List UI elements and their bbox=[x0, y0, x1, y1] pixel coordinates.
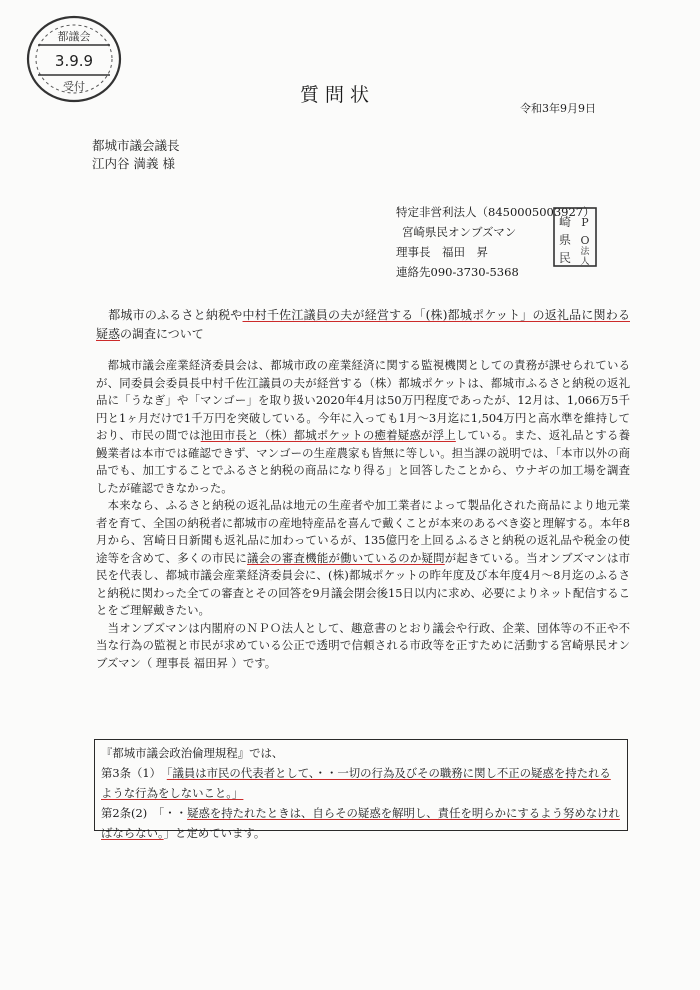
seal-char: 民 bbox=[558, 251, 572, 265]
article-2: 第2条(2) 「・・疑惑を持たれたときは、自らその疑惑を解明し、責任を明らかにするよう努めなければならない。」と定めています。 bbox=[101, 806, 620, 840]
stamp-bottom-text: 受付 bbox=[63, 80, 85, 93]
seal-char: 県 bbox=[558, 233, 572, 247]
letter-body bbox=[96, 306, 630, 672]
seal-char: 法 bbox=[580, 247, 590, 257]
sender-org-name: 宮崎県民オンブズマン bbox=[402, 225, 517, 239]
article-3: 第3条（1） 「議員は市民の代表者として、・・一切の行為及びその職務に関し不正の疑惑を持たれるような行為をしないこと。」 bbox=[101, 766, 611, 800]
seal-char: 人 bbox=[580, 257, 590, 267]
highlight-review-function: 議会の審査機能が働いているのか疑問 bbox=[247, 550, 445, 565]
ethics-rules-box bbox=[94, 739, 628, 840]
recipient-org: 都城市議会議長 bbox=[92, 138, 180, 153]
paragraph-1: 都城市議会産業経済委員会は、都城市政の産業経済に関する監視機関としての責務が課せられているが、同委員会委員長中村千佐江議員の夫が経営する（株）都城ポケットは、都城市ふるさと納税の返礼品に「うなぎ」や「マンゴー」を取り扱い2020年4月は50万円程度であったが、12月は、1,066万5千円と1ヶ月だけで1千万円を突破している。今年に入っても1月～3月迄に1,504万円と高水準を維持しており、市民の間では池田市長と（株）都城ポケットの癒着疑惑が浮上している。また、返礼品とする養鰻業者は本市では確認できず、マンゴーの生産農家も皆無に等しい。担当課の説明では、「本市以外の商品でも、加工することでふるさと納税の商品になり得る」と回答したことから、ウナギの加工場を調査したが確認できなかった。 bbox=[96, 358, 630, 495]
recipient-block bbox=[92, 137, 180, 173]
paragraph-2: 本来なら、ふるさと納税の返礼品は地元の生産者や加工業者によって製品化された商品により地元業者を育て、全国の納税者に都城市の産地特産品を喜んで戴くことが本来のあるべき姿と理解する。本年8月から、宮崎日日新聞も返礼品に加わっているが、135億円を上回るふるさと納税の返礼品や税金の使途等を含めて、多くの市民に議会の審査機能が働いているのか疑問が起きている。当オンブズマンは市民を代表し、都城市議会産業経済委員会に、(株)都城ポケットの昨年度及び本年度4月～8月迄のふるさと納税に関わった全ての審査とその回答を9月議会閉会後15日以内に求め、必要によりネット配信することをご理解戴きたい。 bbox=[96, 498, 630, 617]
document-title: 質問状 bbox=[300, 84, 376, 106]
document-date: 令和3年9月9日 bbox=[520, 102, 596, 115]
seal-char: O bbox=[580, 234, 590, 247]
recipient-name: 江内谷 満義 様 bbox=[92, 156, 175, 171]
sender-org-type: 特定非営利法人（8450005003927） bbox=[396, 205, 595, 219]
subject-line: 都城市のふるさと納税や中村千佐江議員の夫が経営する「(株)都城ポケット」の返礼品に関わる疑惑の調査について bbox=[96, 308, 630, 341]
received-stamp bbox=[24, 14, 124, 104]
box-intro: 『都城市議会政治倫理規程』では、 bbox=[101, 746, 284, 760]
organization-seal bbox=[552, 206, 598, 268]
stamp-date: 3.9.9 bbox=[54, 52, 94, 70]
sender-chair: 理事長 福田 昇 bbox=[396, 245, 488, 259]
seal-char: P bbox=[581, 216, 589, 229]
stamp-top-text: 都議会 bbox=[57, 30, 91, 43]
paragraph-3: 当オンブズマンは内閣府のＮＰＯ法人として、趣意書のとおり議会や行政、企業、団体等の不正や不当な行為の監視と市民が求めている公正で透明で信頼される市政等を正すために活動する宮崎県民オンブズマン（ 理事長 福田昇 ）です。 bbox=[96, 620, 630, 670]
subject-underlined: 中村千佐江議員の夫が経営する「(株)都城ポケット」の返礼品に関わる疑惑 bbox=[96, 308, 630, 341]
sender-contact: 連絡先090-3730-5368 bbox=[396, 265, 519, 279]
seal-char: 崎 bbox=[558, 215, 572, 229]
highlight-collusion: 池田市長と（株）都城ポケットの癒着疑惑が浮上 bbox=[200, 428, 456, 442]
